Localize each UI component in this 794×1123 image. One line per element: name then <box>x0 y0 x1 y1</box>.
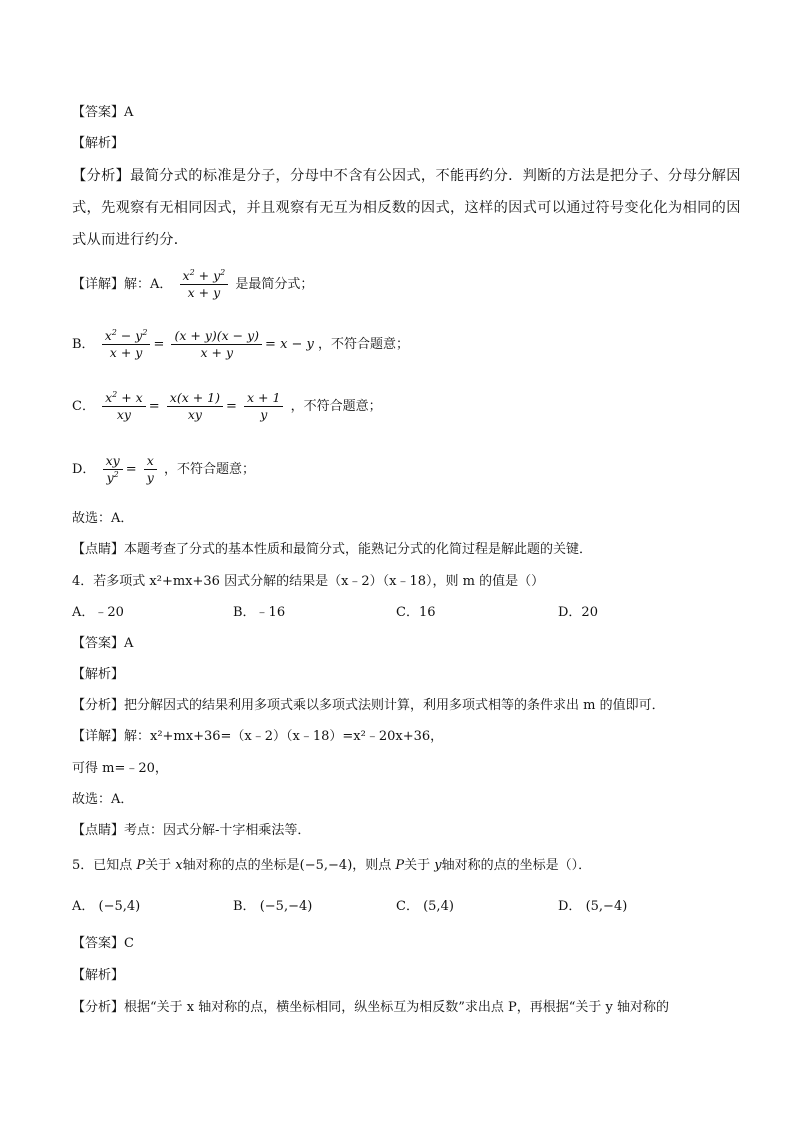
answer-label-q4: 【答案】A <box>72 636 134 651</box>
q5-stem-part: 轴对称的点的坐标是 <box>182 858 300 873</box>
fraction-d-right: $\frac{x}{y}$ <box>144 453 157 486</box>
q5-stem-part: 关于 <box>404 858 435 873</box>
answer-label-q3: 【答案】A <box>72 105 134 120</box>
fraction-c-middle: $\frac{x(x + 1)}{xy}$ <box>167 390 223 423</box>
analysis-label-q5: 【解析】 <box>72 968 125 983</box>
choose-q4: 故选：A． <box>72 792 134 807</box>
q4-option-d: D．20 <box>558 605 598 620</box>
question-4-stem: 4．若多项式 x²+mx+36 因式分解的结果是（x﹣2）（x﹣18），则 m 的值是（） <box>72 574 545 589</box>
detail-option-a <box>72 265 313 305</box>
q4-option-b: B．﹣16 <box>233 605 286 620</box>
option-value: (5,4) <box>423 899 454 914</box>
option-label: B． <box>233 899 256 914</box>
option-label: A． <box>72 899 95 914</box>
comment-q4: 【点睛】考点：因式分解-十字相乘法等． <box>72 823 311 838</box>
detail-option-c: C． $\frac{x^2 + x}{xy}$ = $\frac{x(x + 1)}{xy}$ = $\frac{x + 1}{y}$ ，不符合题意； <box>72 389 382 422</box>
detail-a-suffix: 是最简分式； <box>235 277 314 292</box>
option-d-suffix: ，不符合题意； <box>163 462 255 477</box>
option-c-suffix: ，不符合题意； <box>290 399 382 414</box>
option-label: D． <box>558 899 582 914</box>
fraction-d-left: $\frac{xy}{y^2}$ <box>103 453 123 486</box>
analysis-label-q4: 【解析】 <box>72 667 125 682</box>
option-label: C． <box>396 899 419 914</box>
detail-option-d: D． $\frac{xy}{y^2}$ = $\frac{x}{y}$ ，不符合题意； <box>72 453 255 485</box>
option-value: (−5,4) <box>98 899 141 914</box>
q5-option-a <box>72 897 140 917</box>
question-5-stem <box>72 856 591 876</box>
analysis-text-q3-line3: 式从而进行约分． <box>72 232 189 248</box>
analysis-text-q4: 【分析】把分解因式的结果利用多项式乘以多项式法则计算，利用多项式相等的条件求出 m 的值即可． <box>72 698 665 713</box>
fraction-b-left: $\frac{x^2 - y^2}{x + y}$ <box>102 328 151 361</box>
q4-option-c: C．16 <box>396 605 436 620</box>
option-b-suffix: ，不符合题意； <box>318 337 410 352</box>
q5-stem-part: ，则点 <box>352 858 396 873</box>
detail-prefix: 【详解】解：A． <box>72 277 173 292</box>
analysis-label-q3: 【解析】 <box>72 136 125 151</box>
answer-label-q5: 【答案】C <box>72 936 134 951</box>
q5-option-d <box>558 897 627 917</box>
analysis-text-q3-line2: 式，先观察有无相同因式，并且观察有无互为相反数的因式，这样的因式可以通过符号变化化为相同的因 <box>72 200 741 216</box>
option-value: (5,−4) <box>585 899 628 914</box>
choose-q3: 故选：A． <box>72 511 134 526</box>
q5-stem-part: 关于 <box>145 858 176 873</box>
fraction-c-left: $\frac{x^2 + x}{xy}$ <box>102 390 146 423</box>
detail-option-b: B． $\frac{x^2 - y^2}{x + y}$ = $\frac{(x + y)(x - y)}{x + y}$ = x − y ，不符合题意； <box>72 327 410 360</box>
result-q4: 可得 m=﹣20， <box>72 761 168 776</box>
q5-option-c <box>396 897 454 917</box>
option-b-prefix: B． <box>72 337 95 352</box>
analysis-text-q5: 【分析】根据“关于 x 轴对称的点，横坐标相同，纵坐标互为相反数”求出点 P，再根据“关于 y 轴对称的 <box>72 1000 670 1015</box>
fraction-c-right: $\frac{x + 1}{y}$ <box>244 390 283 423</box>
detail-q4: 【详解】解：x²+mx+36=（x﹣2）（x﹣18）=x²﹣20x+36， <box>72 729 444 744</box>
option-d-prefix: D． <box>72 462 96 477</box>
point-p-symbol: P <box>136 858 146 873</box>
analysis-text-q3-line1: 【分析】最简分式的标准是分子，分母中不含有公因式，不能再约分．判断的方法是把分子、分母分解因 <box>72 168 741 184</box>
q4-option-a: A．﹣20 <box>72 605 124 620</box>
point-p-symbol: P <box>395 858 405 873</box>
comment-q3: 【点睛】本题考查了分式的基本性质和最简分式，能熟记分式的化简过程是解此题的关键． <box>72 542 593 557</box>
x-axis-symbol: x <box>175 858 183 873</box>
q5-option-b <box>233 897 312 917</box>
option-c-prefix: C． <box>72 399 95 414</box>
coordinate-value: (−5,−4) <box>299 858 353 873</box>
y-axis-symbol: y <box>434 858 442 873</box>
q5-stem-part: 5．已知点 <box>72 858 137 873</box>
fraction-b-middle: $\frac{(x + y)(x - y)}{x + y}$ <box>171 328 262 361</box>
fraction-a: $\frac{x^2 + y^2}{x + y}$ <box>180 268 229 301</box>
q5-stem-part: 轴对称的点的坐标是（）． <box>441 858 592 873</box>
option-value: (−5,−4) <box>259 899 313 914</box>
